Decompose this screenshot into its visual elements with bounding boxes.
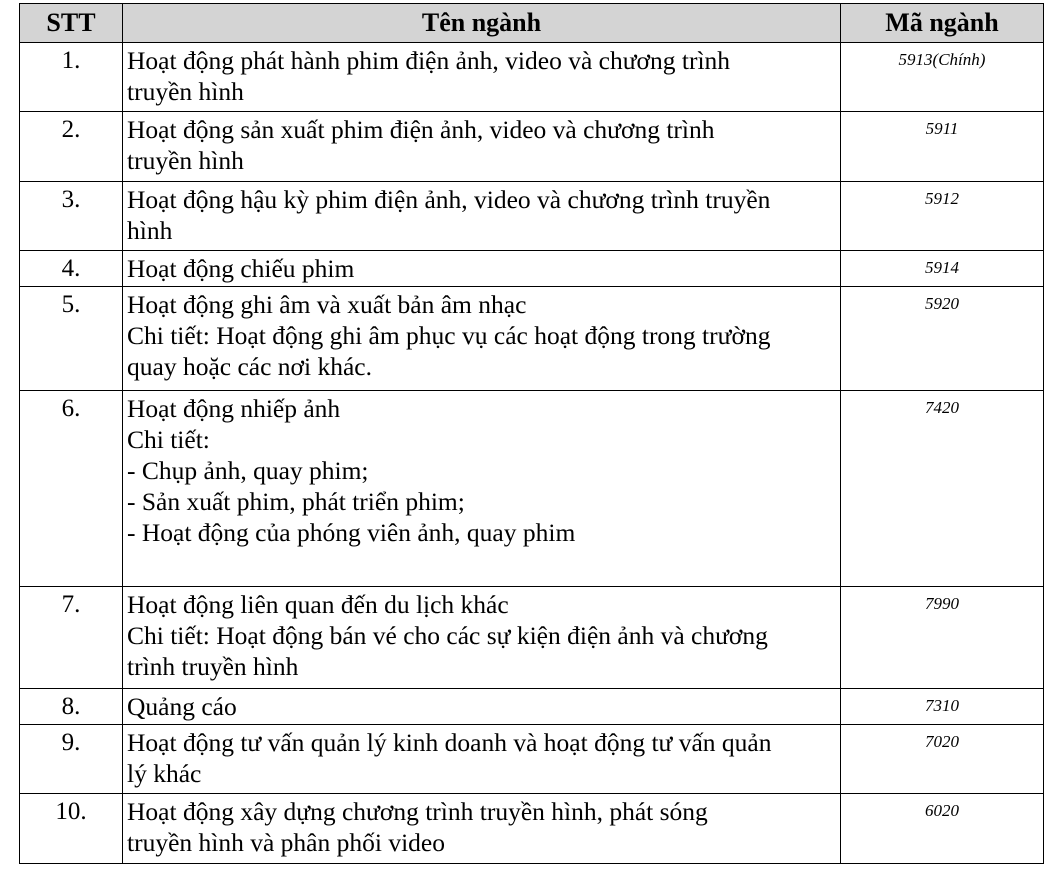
row-stt: 1. (20, 43, 123, 112)
industry-table (19, 3, 1044, 864)
row-name-line: truyền hình (127, 146, 244, 175)
table-row (20, 689, 1044, 725)
row-code: 5913(Chính) (841, 43, 1044, 112)
row-name (123, 182, 841, 251)
row-name-line: Hoạt động ghi âm và xuất bản âm nhạc (127, 290, 527, 319)
row-code: 7310 (841, 689, 1044, 725)
row-code: 7420 (841, 391, 1044, 587)
table-row (20, 182, 1044, 251)
row-name (123, 391, 841, 587)
row-stt: 3. (20, 182, 123, 251)
row-name (123, 251, 841, 287)
row-name-line: trình truyền hình (127, 652, 299, 681)
table-row (20, 287, 1044, 391)
row-name (123, 587, 841, 689)
row-name-line: lý khác (127, 759, 202, 788)
row-stt: 6. (20, 391, 123, 587)
table-row (20, 112, 1044, 182)
row-name (123, 794, 841, 864)
row-name-line: Chi tiết: (127, 425, 210, 454)
row-stt: 10. (20, 794, 123, 864)
row-name-line: Hoạt động phát hành phim điện ảnh, video và chương trình (127, 46, 731, 75)
row-name-line: - Chụp ảnh, quay phim; (127, 456, 369, 485)
row-name-line: Chi tiết: Hoạt động bán vé cho các sự kiện điện ảnh và chương (127, 621, 768, 650)
row-code: 5920 (841, 287, 1044, 391)
row-name-line: Hoạt động hậu kỳ phim điện ảnh, video và chương trình truyền (127, 185, 771, 214)
row-stt: 7. (20, 587, 123, 689)
row-code: 5914 (841, 251, 1044, 287)
table-row (20, 794, 1044, 864)
row-name-line: truyền hình (127, 77, 244, 106)
row-name-line: - Hoạt động của phóng viên ảnh, quay phim (127, 518, 576, 547)
row-name (123, 43, 841, 112)
table-row (20, 587, 1044, 689)
row-name-line: quay hoặc các nơi khác. (127, 352, 372, 381)
row-stt: 2. (20, 112, 123, 182)
table-row (20, 725, 1044, 794)
row-name-line: Hoạt động sản xuất phim điện ảnh, video và chương trình (127, 115, 715, 144)
row-name-line: Hoạt động nhiếp ảnh (127, 394, 341, 423)
row-stt: 9. (20, 725, 123, 794)
row-name (123, 725, 841, 794)
row-stt: 5. (20, 287, 123, 391)
header-name: Tên ngành (123, 4, 841, 43)
table-row (20, 43, 1044, 112)
row-name-line: Hoạt động xây dựng chương trình truyền hình, phát sóng (127, 797, 708, 826)
row-name-line: hình (127, 216, 173, 245)
table-body (20, 43, 1044, 864)
table-row (20, 251, 1044, 287)
row-name-line: truyền hình và phân phối video (127, 828, 445, 857)
row-code: 7020 (841, 725, 1044, 794)
row-name-line: - Sản xuất phim, phát triển phim; (127, 487, 465, 516)
row-name (123, 689, 841, 725)
row-name-line: Hoạt động liên quan đến du lịch khác (127, 590, 509, 619)
row-code: 5912 (841, 182, 1044, 251)
table-row (20, 391, 1044, 587)
row-code: 6020 (841, 794, 1044, 864)
row-name-line: Hoạt động tư vấn quản lý kinh doanh và hoạt động tư vấn quản (127, 728, 772, 757)
row-name-line: Quảng cáo (127, 692, 237, 721)
header-code: Mã ngành (841, 4, 1044, 43)
row-stt: 8. (20, 689, 123, 725)
row-code: 7990 (841, 587, 1044, 689)
row-stt: 4. (20, 251, 123, 287)
row-name-line: Hoạt động chiếu phim (127, 254, 355, 283)
row-name (123, 287, 841, 391)
header-stt: STT (20, 4, 123, 43)
row-name (123, 112, 841, 182)
row-name-line: Chi tiết: Hoạt động ghi âm phục vụ các hoạt động trong trường (127, 321, 771, 350)
row-code: 5911 (841, 112, 1044, 182)
header-row (20, 4, 1044, 43)
